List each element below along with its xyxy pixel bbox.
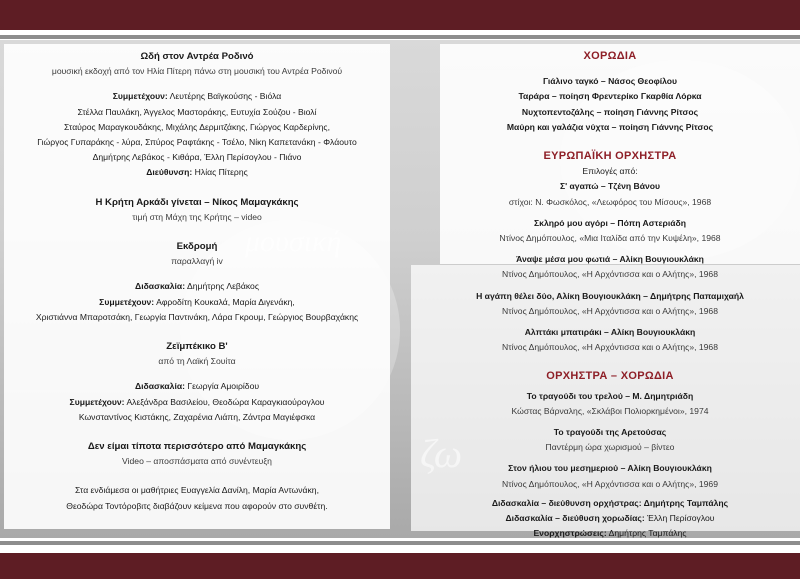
song-title: Γιάλινο ταγκό – Νάσος Θεοφίλου: [542, 76, 678, 87]
credit-line: Δημήτρης Λεβάκος - Κιθάρα, Έλλη Περίσογλου - Πιάνο: [92, 152, 302, 163]
song-title: Η αγάπη θέλει δύο, Αλίκη Βουγιουκλάκη – Δημήτρης Παπαμιχαήλ: [476, 290, 744, 301]
section-heading-choir: ΧΟΡΩΔΙΑ: [583, 50, 637, 62]
song-credit: Ντίνος Δημόπουλος, «Η Αρχόντισσα και ο Αλήτης», 1969: [501, 478, 718, 489]
right-column: [425, 49, 795, 541]
credit-line: Διεύθυνση: Ηλίας Πίτερης: [146, 167, 248, 178]
credit-line: Διδασκαλία – διεύθυνση ορχήστρας: Δημήτρης Ταμπάλης: [491, 497, 729, 508]
song-title: Σ' αγαπώ – Τζένη Βάνου: [559, 181, 661, 192]
program-title: Ζεϊμπέκικο Β': [166, 341, 228, 353]
program-subtitle: από τη Λαϊκή Σουίτα: [158, 356, 236, 367]
credit-line: Διδασκαλία: Γεωργία Αμοιρίδου: [134, 381, 260, 392]
credit-line: Ενορχηστρώσεις: Δημήτρης Ταμπάλης: [533, 528, 687, 539]
song-credit: Κώστας Βάρναλης, «Σκλάβοι Πολιορκημένοι», 1974: [511, 405, 709, 416]
credit-line: Στέλλα Παυλάκη, Άγγελος Μαστοράκης, Ευτυχία Σούζου - Βιολί: [77, 106, 317, 117]
program-title: Ωδή στον Αντρέα Ροδινό: [140, 51, 254, 62]
song-title: Αλπτάκι μπατιράκι – Αλίκη Βουγιουκλάκη: [524, 327, 696, 338]
song-title: Σκληρό μου αγόρι – Πόπη Αστεριάδη: [534, 217, 686, 228]
program-subtitle: παραλλαγή iv: [171, 256, 223, 267]
song-title: Νυχτοπεντοζάλης – ποίηση Γιάννης Ρίτσος: [521, 106, 699, 117]
song-credit: Ντίνος Δημόπουλος, «Η Αρχόντισσα και ο Αλήτης», 1968: [501, 342, 718, 353]
credit-line: Γιώργος Γυπαράκης - λύρα, Σπύρος Ραφτάκης - Τσέλο, Νίκη Καπετανάκη - Φλάουτο: [37, 137, 357, 148]
credit-line: Συμμετέχουν: Αλεξάνδρα Βασιλείου, Θεοδώρα Καραγκιαούρογλου: [69, 396, 325, 407]
program-subtitle: τιμή στη Μάχη της Κρήτης – video: [132, 211, 262, 222]
program-title: Εκδρομή: [176, 241, 218, 253]
song-title: Μαύρη και γαλάζια νύχτα – ποίηση Γιάννης Ρίτσος: [506, 121, 714, 132]
song-credit: Ντίνος Δημόπουλος, «Η Αρχόντισσα και ο Αλήτης», 1968: [501, 305, 718, 316]
song-credit: Παντέρμη ώρα χωρισμού – βίντεο: [545, 442, 675, 453]
credit-line: Συμμετέχουν: Λευτέρης Βαϊγκούσης - Βιόλα: [112, 91, 282, 102]
song-title: Στον ήλιου του μεσημεριού – Αλίκη Βουγιουκλάκη: [508, 463, 712, 474]
credit-line: Κωνσταντίνος Κιστάκης, Ζαχαρένια Λιάπη, Ζάντρα Μαγιέφσκα: [78, 411, 316, 422]
bottom-divider: [0, 541, 800, 545]
program-subtitle: Video – αποσπάσματα από συνέντευξη: [122, 456, 272, 467]
note-line: Θεοδώρα Τοντόροβιτς διαβάζουν κείμενα που αφορούν στο συνθέτη.: [66, 500, 328, 511]
top-divider: [0, 35, 800, 39]
program-title: Η Κρήτη Αρκάδι γίνεται – Νίκος Μαμαγκάκης: [95, 196, 299, 208]
section-heading-orchestra: ΕΥΡΩΠΑΪΚΗ ΟΡΧΗΣΤΡΑ: [543, 150, 677, 163]
credit-line: Σταύρος Μαραγκουδάκης, Μιχάλης Δερμιτζάκης, Γιώργος Καρδερίνης,: [64, 121, 330, 132]
credit-line: Διδασκαλία: Δημήτρης Λεβάκος: [135, 281, 259, 292]
song-credit: Ντίνος Δημόπουλος, «Μια Ιταλίδα από την Κυψέλη», 1968: [499, 233, 721, 244]
song-title: Ταράρα – ποίηση Φρεντερίκο Γκαρθία Λόρκα: [518, 91, 702, 102]
song-title: Άναψε μέσα μου φωτιά – Αλίκη Βουγιουκλάκη: [516, 254, 704, 265]
left-column: [6, 49, 388, 514]
song-credit: στίχοι: Ν. Φωσκόλος, «Λεωφόρος του Μίσους», 1968: [508, 196, 712, 207]
program-subtitle: μουσική εκδοχή από τον Ηλία Πίτερη πάνω στη μουσική του Αντρέα Ροδινού: [51, 66, 343, 77]
song-credit: Ντίνος Δημόπουλος, «Η Αρχόντισσα και ο Αλήτης», 1968: [501, 269, 718, 280]
section-heading-orchestra-choir: ΟΡΧΗΣΤΡΑ – ΧΟΡΩΔΙΑ: [546, 370, 674, 383]
song-title: Το τραγούδι της Αρετούσας: [553, 427, 667, 438]
section-intro: Επιλογές από:: [582, 166, 638, 177]
bottom-band: [0, 553, 800, 579]
top-band: [0, 0, 800, 30]
credit-line: Χριστιάννα Μπαροτσάκη, Γεωργία Παντινάκη, Λάρα Γκρουμ, Γεώργιος Βουρβαχάκης: [35, 311, 359, 322]
credit-line: Συμμετέχουν: Αφροδίτη Κουκαλά, Μαρία Διγενάκη,: [99, 296, 295, 307]
program-title: Δεν είμαι τίποτα περισσότερο από Μαμαγκάκης: [87, 441, 307, 453]
song-title: Το τραγούδι του τρελού – Μ. Δημητριάδη: [526, 390, 694, 401]
credit-line: Διδασκαλία – διεύθυση χορωδίας: Έλλη Περίσογλου: [505, 513, 715, 524]
note-line: Στα ενδιάμεσα οι μαθήτριες Ευαγγελία Δανίλη, Μαρία Αντωνάκη,: [75, 485, 319, 496]
